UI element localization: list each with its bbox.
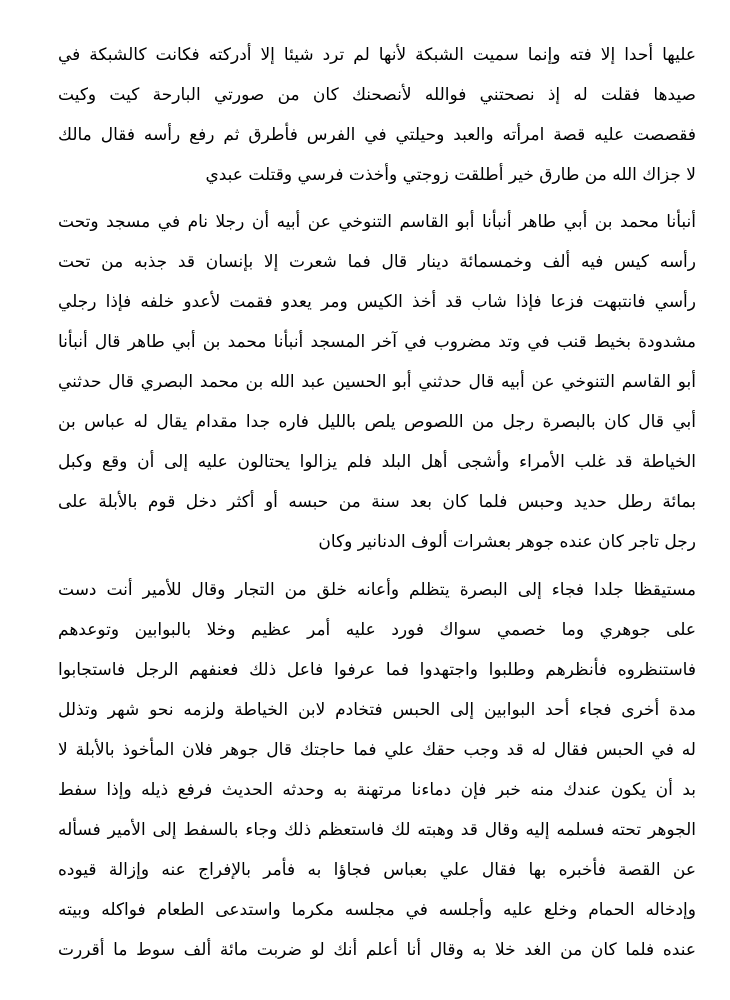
text-line: الخياطة قد غلب الأمراء وأشجى أهل البلد فلم يزالوا يحتالون عليه إلى أن وقع وكبل	[58, 452, 696, 472]
text-line: مستيقظا جلدا فجاء إلى البصرة يتظلم وأعانه خلق من التجار وقال للأمير أنت دست	[58, 580, 696, 600]
text-line: الجوهر تحته فسلمه إليه وقال قد وهبته لك فاستعظم ذلك وجاء بالسفط إلى الأمير فسأله	[58, 820, 696, 840]
paragraph-2	[58, 202, 696, 562]
text-line: على جوهري وما خصمي سواك فورد عليه أمر عظيم وخلا بالبوابين وتوعدهم	[58, 620, 696, 640]
paragraph-3	[58, 570, 696, 970]
text-line: وإدخاله الحمام وخلع عليه وأجلسه في مجلسه مكرما واستدعى الطعام فواكله وبيته	[58, 900, 696, 920]
text-line: أبي قال كان بالبصرة رجل من اللصوص يلص بالليل فاره جدا مقدام يقال له عباس بن	[58, 412, 696, 432]
text-line: رأسي فانتبهت فزعا فإذا شاب قد أخذ الكيس ومر يعدو فقمت لأعدو خلفه فإذا رجلي	[58, 292, 696, 312]
text-line: عن القصة فأخبره بها فقال علي بعباس فجاؤا به فأمر بالإفراج عنه وإزالة قيوده	[58, 860, 696, 880]
text-line: عليها أحدا إلا فته وإنما سميت الشبكة لأنها لم ترد شيئا إلا أدركته فكانت كالشبكة في	[58, 45, 696, 65]
text-line: مشدودة بخيط قنب في وتد مضروب في آخر المسجد أنبأنا محمد بن أبي طاهر قال أنبأنا	[58, 332, 696, 352]
text-line: بد أن يكون عندك منه خبر فإن دماءنا مرتهنة به وحدثه الحديث فرفع ذيله وإذا سفط	[58, 780, 696, 800]
text-line: رجل تاجر كان عنده جوهر بعشرات ألوف الدنانير وكان	[318, 532, 696, 552]
text-line: أبو القاسم التنوخي عن أبيه قال حدثني أبو الحسين عبد الله بن محمد البصري قال حدثني	[58, 372, 696, 392]
text-line: له في الحبس فقال له قد وجب حقك علي فما حاجتك قال جوهر فلان المأخوذ بالأبلة لا	[58, 740, 696, 760]
text-line: أنبأنا محمد بن أبي طاهر أنبأنا أبو القاسم التنوخي عن أبيه أن رجلا نام في مسجد وتحت	[58, 212, 696, 232]
text-line: عنده فلما كان من الغد خلا به وقال أنا أعلم أنك لو ضربت مائة ألف سوط ما أقررت	[58, 940, 696, 960]
paragraph-1	[58, 35, 696, 195]
text-line: لا جزاك الله من طارق خير أطلقت زوجتي وأخذت فرسي وقتلت عبدي	[205, 165, 696, 185]
text-line: فاستنظروه فأنظرهم وطلبوا واجتهدوا فما عرفوا فاعل ذلك فعنفهم الرجل فاستجابوا	[58, 660, 696, 680]
text-line: بمائة رطل حديد وحبس فلما كان بعد سنة من حبسه أو أكثر دخل قوم بالأبلة على	[58, 492, 696, 512]
text-line: مدة أخرى فجاء أحد البوابين إلى الحبس فتخادم لابن الخياطة ولزمه نحو شهر وتذلل	[58, 700, 696, 720]
text-line: صيدها فقلت له إذ نصحتني فوالله لأنصحنك كان من صورتي البارحة كيت وكيت	[58, 85, 696, 105]
text-line: فقصصت عليه قصة امرأته والعبد وحيلتي في الفرس فأطرق ثم رفع رأسه فقال مالك	[58, 125, 696, 145]
text-line: رأسه كيس فيه ألف وخمسمائة دينار قال فما شعرت إلا بإنسان قد جذبه من تحت	[58, 252, 696, 272]
